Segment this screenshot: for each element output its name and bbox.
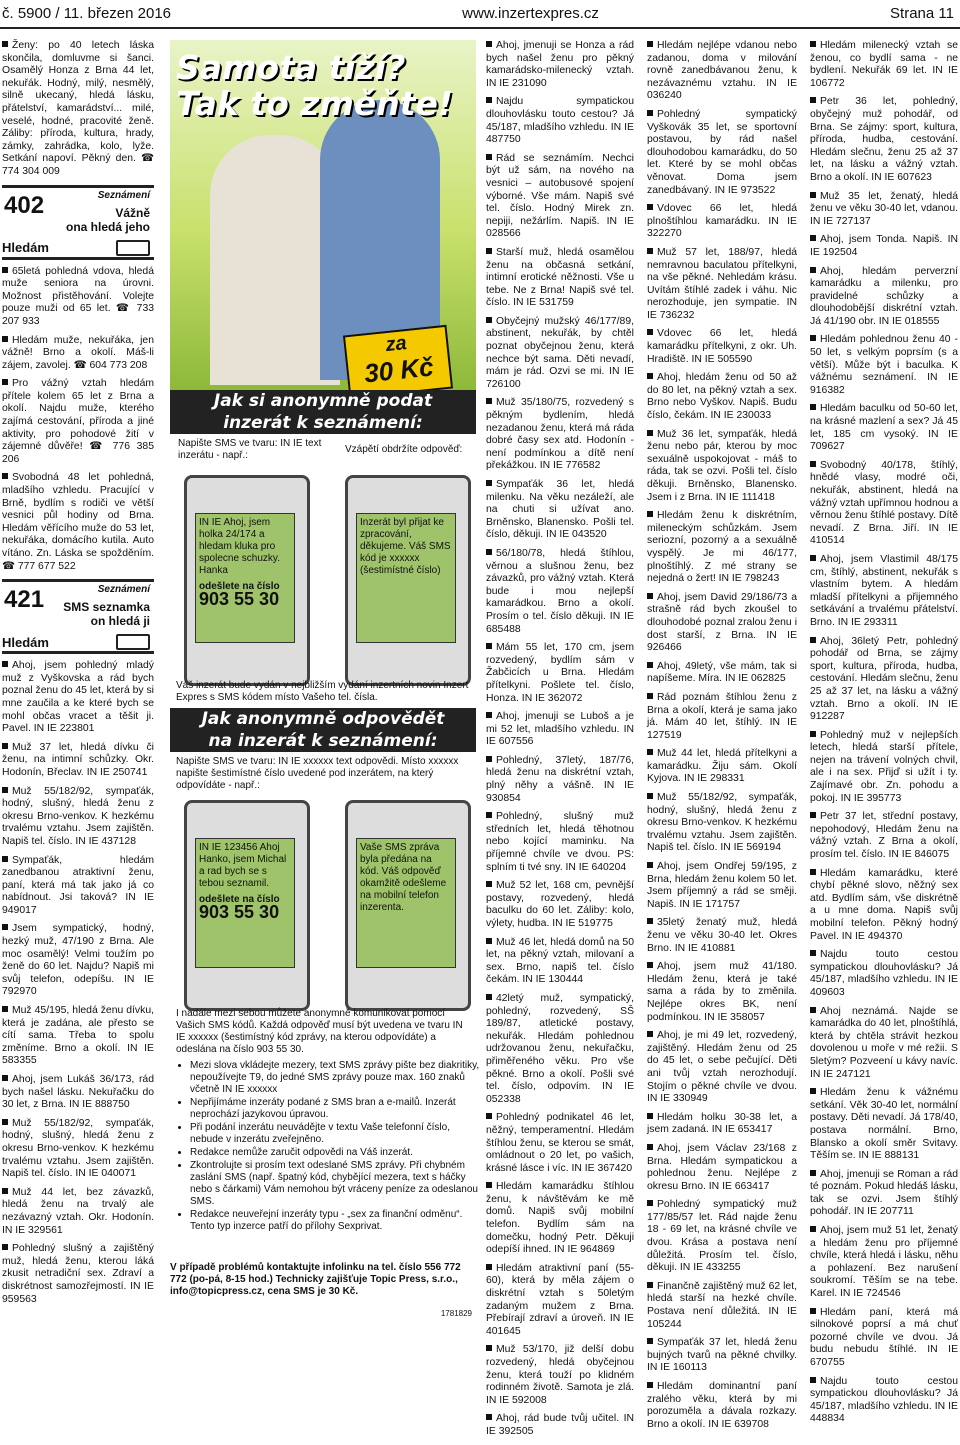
ad-item: Hledám holku 30-38 let, a jsem zadaná. IN IE 653417 bbox=[647, 1111, 797, 1136]
ad-item: Hledám dominantní paní zralého věku, která by mi porozuměla a dávala rozkazy. Brno a okolí. IN IE 639708 bbox=[647, 1381, 797, 1430]
column-1 bbox=[2, 40, 154, 1312]
column-4 bbox=[647, 40, 797, 1437]
ad-item: Muž 52 let, 168 cm, pevnější postavy, rozvedený, hledá baculku do 60 let. Záliby: kolo, výlety, hudba. IN IE 519775 bbox=[486, 880, 634, 929]
section-sub: Hledám bbox=[2, 637, 154, 655]
ad-item: Pohledný sympatický Vyškovák 35 let, se sportovní postavou, by rád našel dlouhodobou kamarádku, do 50 let. Které by se mohl občas věnovat. Doma jsem zanedbávaný. IN IE 973522 bbox=[647, 108, 797, 196]
section-number: 421 bbox=[4, 586, 45, 614]
ad-item: Ahoj, jsem David 29/186/73 a strašně rád bych zkoušel to dlouhodobé poznal zralou ženu i dost starší, z Brna. IN IE 926466 bbox=[647, 591, 797, 654]
price-badge: za 30 Kč bbox=[343, 325, 453, 390]
ad-item: Najdu touto cestou sympatickou dlouhovlásku? Já 45/187, mladšího vzhledu. IN IE 448834 bbox=[810, 1375, 958, 1425]
phone-illustration bbox=[345, 800, 471, 1011]
rules-list bbox=[178, 1060, 480, 1234]
ad-item: Finančně zajištěný muž 62 let, hledá starší na hezké chvíle. Postava není důležitá. IN IE 105244 bbox=[647, 1280, 797, 1330]
column-3 bbox=[486, 40, 634, 1445]
note-publish: Váš inzerát bude vydán v nejbližším vydání inzertních novin Inzert Expres s SMS kódem místo Vašeho tel. čísla. bbox=[176, 680, 469, 703]
site-url[interactable]: www.inzertexpres.cz bbox=[462, 4, 599, 22]
ad-item: Ahoj, jsem Tonda. Napiš. IN IE 192504 bbox=[810, 234, 958, 258]
section-title-reply: Jak anonymně odpovědět na inzerát k seznámení: bbox=[170, 708, 476, 752]
ad-item: Starší muž, hledá osamělou ženu na občasná setkání, intimní erotické něžnosti. Vše u tebe. Ne z Brna! Napiš své tel. číslo. IN IE 531759 bbox=[486, 246, 634, 309]
ad-item: Vdovec 66 let, hledá plnoštíhlou kamarádku. IN IE 322270 bbox=[647, 203, 797, 240]
ad-item: Mám 55 let, 170 cm, jsem rozvedený, bydlím sám v Žabčicích u Brna. Hledám přítelkyni. Pošlete tel. číslo, Honza. IN IE 362072 bbox=[486, 642, 634, 704]
ad-item: Hledám paní, která má silnokové poprsí a má chuť pozorné chvíle ve dvou. Já budu nebudu štíhlé. IN IE 670755 bbox=[810, 1306, 958, 1368]
ad-item: Ahoj, jsem Lukáš 36/173, rád bych našel lásku. Nekuřačku do 30 let, z Brna. IN IE 888750 bbox=[2, 1074, 154, 1111]
ad-item: Muž 35/180/75, rozvedený s pěkným bydlením, hledá nezadanou ženu, která má ráda dobré časy sex atd. Hodonín - není podmínkou a dítě není překážkou. IN IE 776582 bbox=[486, 397, 634, 472]
phone-illustration bbox=[184, 800, 310, 1011]
ad-item: Sympaťák 37 let, hledá ženu bujných tvarů na pěkné chvilky. IN IE 160113 bbox=[647, 1337, 797, 1374]
phone-screen: Vaše SMS zpráva byla předána na kód. Váš odpověď okamžitě odešleme na mobilní telefon inzerenta. bbox=[356, 838, 456, 968]
rule-item: • Redakce neuveřejní inzeráty typu - „sex za finanční odměnu“. Tento typ inzerce patří do přílohy Sexprivat. bbox=[190, 1209, 480, 1233]
promo-code: 1781829 bbox=[440, 1309, 472, 1318]
promo-headline: Samota tíží? Tak to změňte! bbox=[176, 48, 453, 123]
section-category: Seznámení bbox=[97, 584, 150, 596]
ad-item: 35letý ženatý muž, hledá ženu ve věku 30-40 let. Okres Brno. IN IE 410881 bbox=[647, 917, 797, 954]
section-number: 402 bbox=[4, 191, 45, 219]
ad-item: Sympaťák 36 let, hledá milenku. Na věku nezáleží, ale na chuti si užívat ano. Brněnsko, Blanensko. Pošli tel. číslo, děkuji. IN IE 043520 bbox=[486, 479, 634, 541]
ad-item: Muž 57 let, 188/97, hledá nemravnou baculatou přítelkyni, na vše pěkné. Nehledám krásu. Uvítám štíhlé zadek i váhu. Nic nerozhoduje, jen sympatie. IN IE 736232 bbox=[647, 246, 797, 321]
ad-item: Petr 37 let, střední postavy, nepohodový, Hledám ženu na vážný vztah. Z Brna a okolí, prosím tel. číslo. IN IE 846075 bbox=[810, 811, 958, 861]
ad-item: Ahoj, jmenuji se Luboš a je mi 52 let, mladšího vzhledu. IN IE 607556 bbox=[486, 711, 634, 748]
ad-item: Hledám kamarádku štíhlou ženu, k návštěvám ke mě domů. Napiš svůj mobilní telefon. Bydlím sám na domečku, hodný Petr. Děkuji odepíší ihned. IN IE 964869 bbox=[486, 1181, 634, 1256]
ad-item: Ahoj, jmenuji se Roman a rád té poznám. Pokud hledáš lásku, tak se ozvi. Jsem štíhlý pohodář. IN IE 207711 bbox=[810, 1168, 958, 1218]
rule-item: • Při podání inzerátu neuvádějte v textu Vaše telefonní číslo, nebude v inzerátu zveřejněno. bbox=[190, 1122, 480, 1146]
ad-item: Hledám ženu k vážnému setkání. Věk 30-40 let, normální postavy. Děti nevadí. Já 178/40, postava normální. Brno, Blansko a okolí směr Svitavy. Těším se. IN IE 888131 bbox=[810, 1087, 958, 1162]
issue-info: č. 5900 / 11. březen 2016 bbox=[2, 4, 172, 22]
ad-item: Pohledný muž v nejlepších letech, hledá starší přítele, nejen na trávení volných chvil, ale i na sex. Přijď si užít i ty. Zajímavé obr. Zn. pohodu a pokoj. IN IE 395773 bbox=[810, 729, 958, 804]
ad-item: Jsem sympatický, hodný, hezký muž, 47/190 z Brna. Ale moc osamělý! Velmi toužím po ženě do 60 let. Najdu? Napiš mi svůj telefon, odepíšu. IN IE 792970 bbox=[2, 923, 154, 998]
ad-item: Rád se seznámím. Nechci být už sám, na nového na vesnici – autobusové spojení výborné. Vše mám. Napiš své tel. číslo. Hodný Mirek zn. nepiji, nežárlím. Napiš. IN IE 028566 bbox=[486, 152, 634, 240]
page-header bbox=[0, 0, 960, 26]
ad-item: Hledám ženu k diskrétním, mileneckým schůzkám. Jsem seriozní, pozorný a a sexuálně vyspělý. Je mi 46/177, plnoštíhlý. Z mé strany se nejedná o žert! IN IE 798243 bbox=[647, 510, 797, 585]
ad-item: Pohledný sympatický muž 177/85/57 let. Rád najde ženu 18 - 69 let, na krásné chvíle ve dvou. Krása a postava není důležitá. Prosím tel. číslo, děkuji. IN IE 433255 bbox=[647, 1199, 797, 1274]
ad-item: Ahoj, jsem Václav 23/168 z Brna. Hledám sympatickou a pohlednou ženu. Nejlépe z okresu Brno. IN IE 663417 bbox=[647, 1142, 797, 1192]
section-title: Vážně ona hledá jeho bbox=[65, 205, 150, 234]
rule-item: • Nepřijímáme inzeráty podané z SMS bran a e-mailů. Inzerát neprochází jazykovou úpravou. bbox=[190, 1097, 480, 1121]
ad-item: Muž 53/170, již delší dobu rozvedený, hledá obyčejnou ženu, která touží po klidném rodinném životě. Samota je zlá. IN IE 592008 bbox=[486, 1344, 634, 1406]
rule-item: • Zkontrolujte si prosím text odeslané SMS zprávy. Při chybném zaslání SMS (např. špatný kód, chybějící mezera, text s háčky nebo s čárkami) Vám nemohou být vráceny peníze za odeslanou SMS. bbox=[190, 1160, 480, 1208]
rule-item: • Mezi slova vkládejte mezery, text SMS zprávy pište bez diakritiky, nepoužívejte T9, do jedné SMS zprávy pouze max. 160 znaků včetně IN IE xxxxxx bbox=[190, 1060, 480, 1096]
sms-promo bbox=[170, 40, 480, 1325]
contact-footer: V případě problémů kontaktujte infolinku na tel. číslo 556 772 772 (po-pá, 8-15 hod.) Technicky zajišťuje Topic Press, s.r.o., info@topicpress.cz, cena SMS je 30 Kč. bbox=[170, 1262, 461, 1297]
ad-item: Rád poznám štíhlou ženu z Brna a okolí, která je sama jako já. Mám 40 let, štíhlý. IN IE 127519 bbox=[647, 691, 797, 741]
ad-item: Obyčejný mužský 46/177/89, abstinent, nekuřák, by chtěl poznat obyčejnou ženu, která nechce být sama. Děti nevadí, mám je rád. Ozvi se mi. IN IE 726100 bbox=[486, 315, 634, 390]
ad-item: Pohledný podnikatel 46 let, něžný, temperamentní. Hledám štíhlou ženu, se kterou se smát, omládnout o 20 let, po vašich, krásné lásce i víc. IN IE 367420 bbox=[486, 1112, 634, 1174]
ad-item: Vdovec 66 let, hledá kamarádku přítelkyni, z okr. Uh. Hradiště. IN IE 505590 bbox=[647, 328, 797, 365]
section-title: SMS seznamka on hledá ji bbox=[63, 600, 150, 629]
ad-item: Najdu sympatickou dlouhovlásku touto cestou? Já 45/187, mladšího vzhledu. IN IE 487750 bbox=[486, 96, 634, 146]
ad-item: Pohledný, 37letý, 187/76, hledá ženu na diskrétní vztah, plný něhy a vášně. IN IE 930854 bbox=[486, 754, 634, 804]
ad-item: 42letý muž, sympatický, pohledný, rozvedený, SŠ 189/87, atletické postavy, nekuřák. Hledám pohlednou udržovanou ženu, nekuřačku, přiměřeného věku. Pro vše pěkné. Brno a okolí. Pošli své tel. číslo, odpovím. IN IE 052338 bbox=[486, 992, 634, 1105]
ad-item: Pohledný slušný a zajištěný muž, hledá ženu, kterou láká zkusit netradiční sex. Zdraví a diskrétnost samozřejmostí. IN IE 959563 bbox=[2, 1243, 154, 1305]
section-category: Seznámení bbox=[97, 189, 150, 201]
ad-item: Ahoj, jmenuji se Honza a rád bych našel ženu pro pěkný kamarádsko-milenecký vztah. IN IE 231090 bbox=[486, 40, 634, 89]
section-box-402 bbox=[2, 185, 154, 260]
phone-screen: Inzerát byl přijat ke zpracování, děkujeme. Váš SMS kód je xxxxxx (šestimístné číslo) bbox=[356, 513, 456, 643]
step-submit: Napište SMS ve tvaru: IN IE text inzerátu - např.: bbox=[178, 438, 322, 461]
pointing-hand-icon bbox=[116, 634, 150, 650]
ad-item: Svobodná 48 let pohledná, mladšího vzhledu. Pracující v Brně, bydlím s rodiči ve větší vesnici půl hodiny od Brna. Hledám věřícího muže do 53 let, nekuřáka, domácího kutila. Auto vítáno. Zn. Láska se spožděním. ☎ 777 677 522 bbox=[2, 472, 154, 572]
ad-item: Hledám atraktivní paní (55-60), která by měla zájem o diskrétní vztah s 50letým zadaným mužem z Brna. Přebírají zdraví a úroveň. IN IE 401645 bbox=[486, 1262, 634, 1337]
ad-item: Muž 55/182/92, sympaťák, hodný, slušný, hledá ženu z okresu Brno-venkov. K hezkému trvalému vztahu. Jsem zajištěn. Napiš tel. číslo. IN IE 040071 bbox=[2, 1117, 154, 1180]
ad-item: Hledám milenecký vztah se ženou, co bydlí sama - ne bydlení. Nekuřák 69 let. IN IE 106772 bbox=[810, 40, 958, 89]
ad-item: Ahoj, jsem muž 51 let, ženatý a hledám ženu pro příjemné chvíle, která hledá i lásku, něhu a pohlazení. Bez narušení soukromí. Těším se na tebe. Karel. IN IE 724546 bbox=[810, 1225, 958, 1300]
ad-item: Hledám baculku od 50-60 let, na krásné mazlení a sex? Já 45 let, 185 cm vysoký. IN IE 709627 bbox=[810, 403, 958, 453]
note-communication: I nadále mezi sebou můžete anonymně komunikovat pomocí Vašich SMS kódů. Každá odpověď musí být uvedena ve tvaru IN IE xxxxxx (šestimístný kód zprávy, na kterou odpovídáte) a odeslána na číslo 903 55 30. bbox=[176, 1008, 463, 1055]
ad-item: Ženy: po 40 letech láska skončila, domluvme si šanci. Osamělý Honza z Brna 44 let, nekuřák. Hodný, milý, nesmělý, silně ukecaný, hledá lásku, přátelství, kamarádství... milé, veselé, hodné, pracovité ženě. Záliby: příroda, kultura, hrady, zámky, zahrádka, kolo, lyže. Setkání napoví. Pěkný den. ☎ 774 304 009 bbox=[2, 40, 154, 177]
ad-item: Muž 55/182/92, sympaťák, hodný, slušný, hledá ženu z okresu Brno-venkov. K hezkému trvalému vztahu. Jsem zajištěn. Napiš tel. číslo. IN IE 569194 bbox=[647, 792, 797, 854]
ad-item: Ahoj, jsem Vlastimil 48/175 cm, štíhlý, abstinent, nekuřák s vlastním bytem. A hledám mladší přítelkyni a přijemného setkávání a trvalému přátelství. Brno. IN IE 293311 bbox=[810, 553, 958, 628]
step-reply-format: Napište SMS ve tvaru: IN IE xxxxxx text odpovědi. Místo xxxxxx napište šestimístné číslo uvedené pod inzerátem, na který odpovídáte - např.: bbox=[176, 756, 459, 791]
ad-item: Pohledný, slušný muž středních let, hledá těhotnou nebo kojící maminku. Na příjemné chvíle ve dvou. PS: splním ti tvé sny. IN IE 640204 bbox=[486, 811, 634, 873]
ad-item: Hledám pohlednou ženu 40 - 50 let, s velkým poprsím (s a větší). Může být i baculka. K vážnému seznámení. IN IE 916382 bbox=[810, 334, 958, 396]
ad-item: Sympaťák, hledám zanedbanou atraktivní ženu, paní, která má tak jako já co nabídnout. Jsi taková? IN IE 949017 bbox=[2, 854, 154, 916]
ad-item: Ahoj, 49letý, vše mám, tak si napíšeme. Míra. IN IE 062825 bbox=[647, 660, 797, 685]
ad-item: Muž 36 let, sympaťák, hledá ženu nebo pár, kterou by moc sexuálně uspokojovat - máš to ráda, tak se ozvi. Pošli tel. číslo děkuji. Brněnsko, Blanensko. Jsem i z Brna. IN IE 111418 bbox=[647, 428, 797, 503]
ad-item: Hledám muže, nekuřáka, jen vážně! Brno a okolí. Máš-li zájem, zavolej. ☎ 604 773 208 bbox=[2, 334, 154, 371]
step-reply: Vzápětí obdržíte odpověď: bbox=[345, 444, 463, 455]
ad-item: Ahoj, jsem pohledný mladý muž z Vyškovska a rád bych poznal ženu do 45 let, která by si mne zaučila a ke které bych se mohl občas vracet a těšit ji. Pavel. IN IE 223801 bbox=[2, 660, 154, 735]
ad-item: Muž 55/182/92, sympaťák, hodný, slušný, hledá ženu z okresu Brno-venkov. K hezkému trvalému vztahu. Jsem zajištěn. Napiš tel. číslo. IN IE 437128 bbox=[2, 785, 154, 847]
ad-item: Najdu touto cestou sympatickou dlouhovlásku? Já 45/187, mladšího vzhledu. IN IE 409603 bbox=[810, 949, 958, 998]
ad-item: Ahoj, je mi 49 let, rozvedený, zajištěný. Hledám ženu od 25 do 45 let, o sebe pečující. Děti ani tvůj vztah nerozhodují. Stojím o pěkné chvíle ve dvou. IN IE 330949 bbox=[647, 1030, 797, 1105]
ad-item: Muž 45/195, hledá ženu dívku, která je zadána, ale přesto se cítí sama. Třeba to spolu změníme. Brno a okolí. IN IE 583355 bbox=[2, 1005, 154, 1067]
ad-item: Ahoj, rád bude tvůj učitel. IN IE 392505 bbox=[486, 1413, 634, 1437]
ad-item: 65letá pohledná vdova, hledá muže seniora na úrovni. Možnost přistěhování. Volejte pouze muži od 65 let. ☎ 733 207 933 bbox=[2, 265, 154, 327]
header-rule bbox=[0, 27, 960, 29]
ad-item: Muž 46 let, hledá domů na 50 let, na pěkný vztah, milovaní a sex. Brno, napiš tel. číslo čekám. IN IE 130444 bbox=[486, 936, 634, 986]
ad-item: Ahoj, hledám perverzní kamarádku a milenku, pro pravidelné schůzky a dlouhodobější diskrétní vztah. Já 41/190 obr. IN IE 018555 bbox=[810, 265, 958, 327]
ad-item: Muž 44 let, bez závazků, hledá ženu na trvalý ale nezávazný vztah. Okr. Hodonín. IN IE 329561 bbox=[2, 1186, 154, 1236]
phone-screen: IN IE 123456 Ahoj Hanko, jsem Michal a rad bych se s tebou seznamil. odešlete na číslo 903 55 30 bbox=[195, 838, 295, 968]
ad-item: Hledám nejlépe vdanou nebo zadanou, doma v milování rovně zanedbávanou ženu, k nezávaznému vztahu. IN IE 036240 bbox=[647, 40, 797, 102]
ad-item: Muž 37 let, hledá dívku či ženu, na intimní schůzky. Okr. Hodonín, Břeclav. IN IE 250741 bbox=[2, 741, 154, 778]
pointing-hand-icon bbox=[116, 240, 150, 256]
phone-screen: IN IE Ahoj, jsem holka 24/174 a hledam kluka pro spolecne schuzky. Hanka odešlete na číslo 903 55 30 bbox=[195, 513, 295, 643]
section-sub: Hledám bbox=[2, 242, 154, 260]
promo-hero bbox=[170, 40, 476, 390]
ad-item: Pro vážný vztah hledám přítele kolem 65 let z Brna a okolí. Najdu muže, kterého zajímá cestování, příroda a jiné aktivity, pro pohodové žití v zájemné důvěře! ☎ 776 385 206 bbox=[2, 378, 154, 465]
ad-item: Ahoj, jsem muž 41/180. Hledám ženu, která je také sama a ráda by to změnila. Nejlépe okres BK, není podmínkou. IN IE 358057 bbox=[647, 961, 797, 1023]
ad-item: Ahoj neznámá. Najde se kamarádka do 40 let, plnoštíhlá, která by chtěla strávit hezkou dovolenou u moře v mé režii. S 5letým? Pozveení u kávy navíc. IN IE 247121 bbox=[810, 1005, 958, 1080]
ad-item: 56/180/78, hledá štíhlou, věrnou a slušnou ženu, bez závazků, pro vážný vztah. Která bude i mou nejlepší kamarádkou. Brno a okolí. Prosím o tel. číslo děkuji. IN IE 685488 bbox=[486, 547, 634, 635]
section-title-submit: Jak si anonymně podat inzerát k seznámení: bbox=[170, 390, 476, 434]
ad-item: Petr 36 let, pohledný, obyčejný muž pohodář, od Brna. Se zájmy: sport, kultura, příroda, hudba, cestování. Hledám slečnu, ženu 25 až 37 let, na lásku a vážný vztah. Brno a okolí. IN IE 607623 bbox=[810, 96, 958, 183]
ad-item: Hledám kamarádku, které chybí pěkné slovo, něžný sex atd. Bydlím sám, vše diskrétně a u mne doma. Napiš svůj mobilní telefon. Pěkný hodný Pavel. IN IE 494370 bbox=[810, 867, 958, 942]
column-5 bbox=[810, 40, 958, 1432]
ad-item: Muž 44 let, hledá přítelkyni a kamarádku. Žiju sám. Okolí Kyjova. IN IE 298331 bbox=[647, 748, 797, 785]
page-number: Strana 11 bbox=[890, 4, 954, 22]
rule-item: • Redakce nemůže zaručit odpovědi na Váš inzerát. bbox=[190, 1147, 480, 1159]
section-box-421 bbox=[2, 579, 154, 654]
ad-item: Svobodný 40/178, štíhlý, hnědé vlasy, modré oči, nekuřák, abstinent, hledá na vážný vztah upřímnou hodnou a věrnou ženu štíhlé postavy. Dítě nevadí. Z Brna. Jiří. IN IE 410514 bbox=[810, 459, 958, 547]
ad-item: Ahoj, hledám ženu od 50 až do 80 let, na pěkný vztah a sex. Brno nebo Vyškov. Napiš. Budu číslo, čekám. IN IE 230033 bbox=[647, 372, 797, 422]
ad-item: Ahoj, 36letý Petr, pohledný pohodář od Brna, se zájmy sport, kultura, příroda, hudba, cestování. Hledám slečnu, ženu 25 až 37 let, na lásku a vážný vztah. Brno a okolí. IN IE 912287 bbox=[810, 635, 958, 723]
phone-illustration bbox=[184, 475, 310, 686]
ad-item: Ahoj, jsem Ondřej 59/195, z Brna, hledám ženu kolem 50 let. Jsem příjemný a rád se směji. Napiš. IN IE 171757 bbox=[647, 861, 797, 910]
ad-item: Muž 35 let, ženatý, hledá ženu ve věku 30-40 let, vdanou. IN IE 727137 bbox=[810, 190, 958, 227]
phone-illustration bbox=[345, 475, 471, 686]
